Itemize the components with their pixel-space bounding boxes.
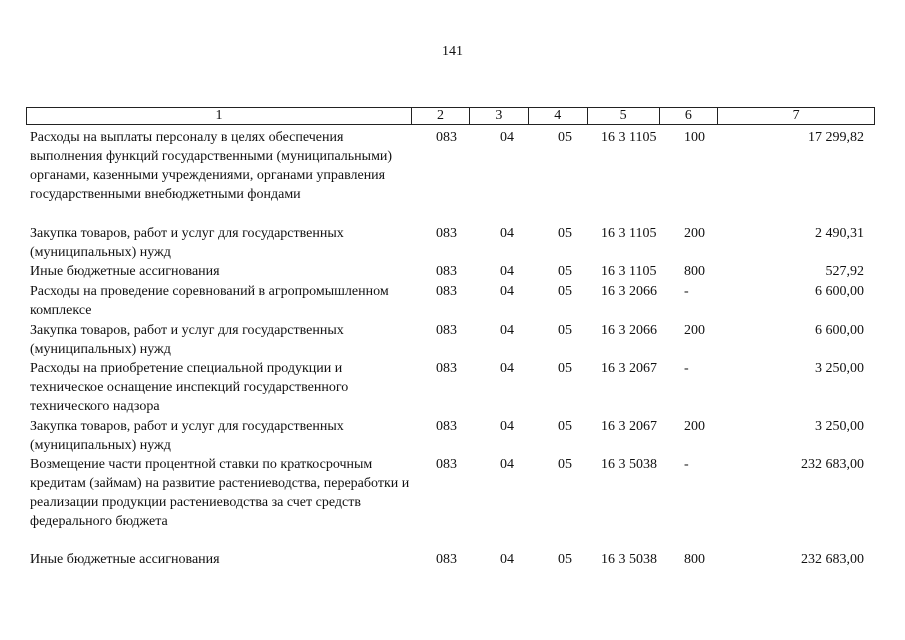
- row-expense-type: 800: [684, 264, 705, 279]
- row-subsection: 05: [558, 226, 572, 241]
- row-subsection: 05: [558, 284, 572, 299]
- row-subsection: 05: [558, 361, 572, 376]
- row-code: 083: [436, 323, 457, 338]
- page-number: 141: [442, 44, 463, 59]
- row-name: Иные бюджетные ассигнования: [30, 264, 220, 279]
- row-code: 083: [436, 130, 457, 145]
- row-name: Расходы на приобретение специальной продукции и техническое оснащение инспекций государственного технического надзора: [30, 361, 349, 414]
- row-section: 04: [500, 323, 514, 338]
- row-expense-type: -: [684, 457, 689, 472]
- row-target: 16 3 2067: [601, 419, 657, 434]
- row-target: 16 3 2067: [601, 361, 657, 376]
- table-header: [26, 107, 875, 125]
- row-amount: 3 250,00: [815, 361, 864, 376]
- header-col-7: 7: [792, 108, 800, 123]
- row-name: Расходы на проведение соревнований в агропромышленном комплексе: [30, 284, 389, 318]
- row-section: 04: [500, 457, 514, 472]
- row-amount: 527,92: [825, 264, 864, 279]
- row-name: Закупка товаров, работ и услуг для государственных (муниципальных) нужд: [30, 323, 344, 357]
- row-amount: 6 600,00: [815, 323, 864, 338]
- header-col-3: 3: [470, 108, 529, 124]
- row-code: 083: [436, 552, 457, 567]
- row-target: 16 3 1105: [601, 226, 657, 241]
- row-section: 04: [500, 264, 514, 279]
- row-name: Возмещение части процентной ставки по краткосрочным кредитам (займам) на развитие растениеводства, переработки и реализации продукции растениеводства за счет средств федерального бюджета: [30, 457, 410, 529]
- row-expense-type: 800: [684, 552, 705, 567]
- row-name: Иные бюджетные ассигнования: [30, 552, 220, 567]
- row-amount: 3 250,00: [815, 419, 864, 434]
- row-amount: 232 683,00: [801, 552, 864, 567]
- row-code: 083: [436, 419, 457, 434]
- row-expense-type: -: [684, 284, 689, 299]
- row-subsection: 05: [558, 323, 572, 338]
- row-section: 04: [500, 552, 514, 567]
- row-section: 04: [500, 419, 514, 434]
- row-expense-type: 200: [684, 323, 705, 338]
- header-col-1: 1: [27, 108, 412, 124]
- row-amount: 2 490,31: [815, 226, 864, 241]
- row-subsection: 05: [558, 264, 572, 279]
- row-code: 083: [436, 264, 457, 279]
- row-expense-type: 100: [684, 130, 705, 145]
- row-expense-type: 200: [684, 226, 705, 241]
- row-section: 04: [500, 284, 514, 299]
- header-col-2: 2: [412, 108, 470, 124]
- row-target: 16 3 1105: [601, 130, 657, 145]
- row-target: 16 3 5038: [601, 552, 657, 567]
- row-target: 16 3 5038: [601, 457, 657, 472]
- row-target: 16 3 2066: [601, 284, 657, 299]
- header-col-5: 5: [588, 108, 660, 124]
- row-code: 083: [436, 457, 457, 472]
- row-section: 04: [500, 361, 514, 376]
- row-amount: 232 683,00: [801, 457, 864, 472]
- row-code: 083: [436, 361, 457, 376]
- header-col-6: 6: [660, 108, 719, 124]
- row-name: Закупка товаров, работ и услуг для государственных (муниципальных) нужд: [30, 226, 344, 260]
- header-col-4: 4: [529, 108, 588, 124]
- row-name: Расходы на выплаты персоналу в целях обеспечения выполнения функций государственными (муниципальными) органами, казенными учреждениями, органами управления государственными внебюджетными фондами: [30, 130, 393, 202]
- row-target: 16 3 1105: [601, 264, 657, 279]
- row-code: 083: [436, 284, 457, 299]
- row-target: 16 3 2066: [601, 323, 657, 338]
- row-subsection: 05: [558, 552, 572, 567]
- row-subsection: 05: [558, 419, 572, 434]
- row-expense-type: 200: [684, 419, 705, 434]
- row-section: 04: [500, 226, 514, 241]
- row-amount: 17 299,82: [808, 130, 864, 145]
- row-expense-type: -: [684, 361, 689, 376]
- row-amount: 6 600,00: [815, 284, 864, 299]
- row-code: 083: [436, 226, 457, 241]
- row-subsection: 05: [558, 130, 572, 145]
- row-section: 04: [500, 130, 514, 145]
- row-name: Закупка товаров, работ и услуг для государственных (муниципальных) нужд: [30, 419, 344, 453]
- row-subsection: 05: [558, 457, 572, 472]
